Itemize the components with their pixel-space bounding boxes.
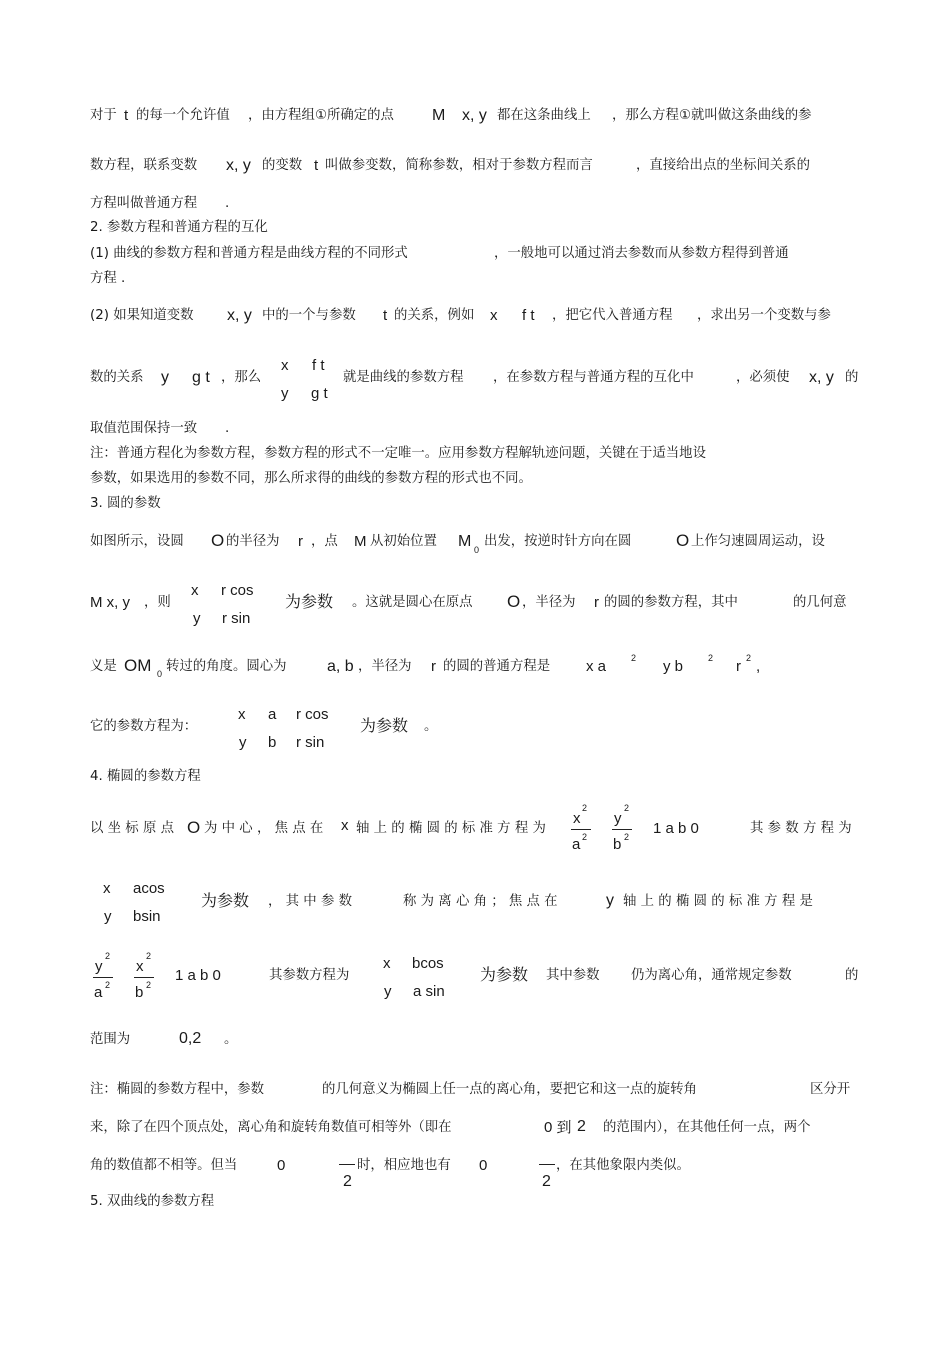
math-var: x: [573, 810, 581, 827]
math-var: t: [383, 307, 388, 324]
math-var: 1 a b 0: [175, 967, 221, 984]
text: 取值范围保持一致: [90, 421, 198, 436]
note-text: 注：椭圆的参数方程中，参数: [90, 1082, 265, 1097]
math-var: 0 到: [544, 1119, 572, 1136]
superscript: 2: [624, 832, 630, 842]
subscript: 0: [157, 669, 163, 679]
text: 从初始位置: [370, 534, 437, 549]
text: ，直接给出点的坐标间关系的: [636, 158, 811, 173]
section-heading: 3. 圆的参数: [90, 496, 161, 511]
math-var: x a: [586, 658, 607, 675]
math-var: a, b: [327, 658, 354, 675]
text: ，那么方程①就叫做这条曲线的参: [612, 108, 812, 123]
note-text: ，在其他象限内类似。: [556, 1158, 690, 1173]
note-text: 注：普通方程化为参数方程，参数方程的形式不一定唯一。应用参数方程解轨迹问题，关键在于适当地设: [90, 446, 706, 461]
math-var: a: [268, 706, 277, 723]
math-var: f t: [522, 307, 535, 324]
math-var: M x, y: [90, 594, 130, 611]
text: ，把它代入普通方程: [552, 308, 673, 323]
math-var: g t: [192, 369, 210, 386]
text: 为参数: [360, 716, 409, 735]
text: 它的参数方程为：: [90, 719, 198, 734]
math-var: y: [193, 610, 201, 627]
superscript: 2: [624, 803, 630, 813]
text: 其中参数: [546, 968, 600, 983]
text: 。这就是圆心在原点: [352, 595, 473, 610]
math-var: a sin: [413, 983, 445, 1000]
math-var: M: [432, 107, 446, 124]
superscript: 2: [631, 653, 637, 663]
math-var: x: [191, 582, 199, 599]
math-var: y: [281, 385, 289, 402]
text: 如图所示，设圆: [90, 534, 184, 549]
text: ，求出另一个变数与参: [697, 308, 831, 323]
math-var: r: [431, 658, 436, 675]
math-var: t: [124, 107, 129, 124]
note-text: 的几何意义为椭圆上任一点的离心角，要把它和这一点的旋转角: [322, 1082, 697, 1097]
section-heading: 4. 椭圆的参数方程: [90, 769, 201, 784]
math-var: b: [135, 984, 144, 1001]
math-var: 2: [343, 1173, 352, 1190]
math-var: b: [268, 734, 277, 751]
math-var: r sin: [222, 610, 251, 627]
text: 数方程，联系变数: [90, 158, 198, 173]
fraction-bar: [612, 829, 632, 830]
math-var: a: [572, 836, 581, 853]
math-var: x, y: [462, 107, 487, 124]
math-var: y: [384, 983, 392, 1000]
math-var: acos: [133, 880, 165, 897]
math-var: 0: [277, 1157, 286, 1174]
math-var: x: [490, 307, 498, 324]
math-var: x: [238, 706, 246, 723]
math-var: a: [94, 984, 103, 1001]
math-var: 0,2: [179, 1030, 202, 1047]
math-var: r cos: [221, 582, 254, 599]
math-var: t: [314, 157, 319, 174]
math-var: x: [383, 955, 391, 972]
text: 其参数方程为: [269, 968, 350, 983]
text: 的几何意: [793, 595, 847, 610]
text: 为 中 心 ， 焦 点 在: [204, 821, 324, 836]
text: 叫做参变数，简称参数，相对于参数方程而言: [325, 158, 593, 173]
math-var: x: [281, 357, 289, 374]
text: ，必须使: [736, 370, 790, 385]
math-var: 2: [577, 1118, 586, 1135]
text: 的: [845, 968, 859, 983]
text: ，半径为: [522, 595, 576, 610]
text: 的圆的普通方程是: [443, 659, 551, 674]
math-var: r: [736, 658, 741, 675]
text: 以 坐 标 原 点: [90, 821, 174, 836]
superscript: 2: [105, 980, 111, 990]
math-var: ,: [756, 658, 761, 675]
text: 中的一个与参数: [262, 308, 356, 323]
math-var: r: [594, 594, 599, 611]
math-var: r sin: [296, 734, 325, 751]
text: 方程 .: [90, 271, 126, 286]
text: ， 其 中 参 数: [268, 894, 352, 909]
fraction-bar: [539, 1164, 555, 1165]
math-var: bsin: [133, 908, 161, 925]
math-var: O: [676, 531, 690, 550]
text: 的每一个允许值: [136, 108, 230, 123]
math-var: y: [606, 892, 614, 909]
math-var: 1 a b 0: [653, 820, 699, 837]
fraction-bar: [339, 1164, 355, 1165]
note-text: 区分开: [810, 1082, 851, 1097]
fraction-bar: [571, 829, 591, 830]
text: 都在这条曲线上: [497, 108, 591, 123]
text: 范围为: [90, 1032, 131, 1047]
note-text: 参数，如果选用的参数不同，那么所求得的曲线的参数方程的形式也不同。: [90, 471, 532, 486]
math-var: g t: [311, 385, 328, 402]
text: (1) 曲线的参数方程和普通方程是曲线方程的不同形式: [90, 246, 408, 261]
math-var: y: [614, 810, 622, 827]
math-var: f t: [312, 357, 325, 374]
superscript: 2: [582, 803, 588, 813]
math-var: y b: [663, 658, 684, 675]
text: ，点: [311, 534, 338, 549]
math-var: O: [187, 818, 201, 837]
math-var: y: [104, 908, 112, 925]
text: ，在参数方程与普通方程的互化中: [493, 370, 694, 385]
math-var: b: [613, 836, 622, 853]
text: ，则: [144, 595, 171, 610]
text: 的变数: [262, 158, 303, 173]
math-var: x, y: [226, 157, 251, 174]
math-var: x, y: [809, 369, 834, 386]
text: 轴 上 的 椭 圆 的 标 准 方 程 为: [356, 821, 546, 836]
math-var: O: [507, 592, 521, 611]
text: .: [225, 421, 230, 436]
text: 称 为 离 心 角 ； 焦 点 在: [403, 894, 558, 909]
math-var: bcos: [412, 955, 444, 972]
fraction-bar: [134, 977, 154, 978]
math-var: OM: [124, 656, 152, 675]
text: ，一般地可以通过消去参数而从参数方程得到普通: [494, 246, 789, 261]
text: 其 参 数 方 程 为: [750, 821, 852, 836]
text: 数的关系: [90, 370, 144, 385]
text: 的关系，例如: [394, 308, 475, 323]
math-var: x, y: [227, 307, 252, 324]
text: 为参数: [480, 965, 529, 984]
text: ，那么: [221, 370, 262, 385]
math-var: y: [239, 734, 247, 751]
fraction-bar: [93, 977, 113, 978]
superscript: 2: [708, 653, 714, 663]
text: 为参数: [285, 592, 334, 611]
math-var: r cos: [296, 706, 329, 723]
text: 的圆的参数方程，其中: [604, 595, 738, 610]
math-var: x: [103, 880, 111, 897]
note-text: 来，除了在四个顶点处，离心角和旋转角数值可相等外（即在: [90, 1120, 452, 1135]
superscript: 2: [582, 832, 588, 842]
math-var: r: [298, 533, 303, 550]
math-var: 0: [479, 1157, 488, 1174]
text: ，由方程组①所确定的点: [248, 108, 394, 123]
math-var: y: [161, 369, 169, 386]
text: ，半径为: [358, 659, 412, 674]
section-heading: 2. 参数方程和普通方程的互化: [90, 220, 268, 235]
text: (2) 如果知道变数: [90, 308, 194, 323]
text: .: [225, 196, 230, 211]
note-text: 时，相应地也有: [357, 1158, 451, 1173]
superscript: 2: [746, 653, 752, 663]
math-var: 2: [542, 1173, 551, 1190]
text: 出发，按逆时针方向在圆: [484, 534, 632, 549]
text: 方程叫做普通方程: [90, 196, 198, 211]
math-var: x: [341, 817, 349, 834]
text: 为参数: [201, 891, 250, 910]
text: 转过的角度。圆心为: [166, 659, 287, 674]
text: 。: [424, 719, 438, 734]
math-var: x: [136, 958, 144, 975]
note-text: 角的数值都不相等。但当: [90, 1158, 238, 1173]
subscript: 0: [474, 545, 480, 555]
superscript: 2: [146, 951, 152, 961]
math-var: O: [211, 531, 225, 550]
text: 的: [845, 370, 859, 385]
math-var: M: [458, 533, 472, 550]
text: 。: [224, 1032, 238, 1047]
math-var: M: [354, 533, 367, 550]
note-text: 的范围内），在其他任何一点，两个: [603, 1120, 811, 1135]
text: 义是: [90, 659, 117, 674]
section-heading: 5. 双曲线的参数方程: [90, 1194, 215, 1209]
text: 就是曲线的参数方程: [343, 370, 464, 385]
text: 仍为离心角，通常规定参数: [631, 968, 792, 983]
text: 上作匀速圆周运动，设: [691, 534, 825, 549]
superscript: 2: [146, 980, 152, 990]
text: 对于: [90, 108, 117, 123]
text: 的半径为: [226, 534, 280, 549]
text: 轴 上 的 椭 圆 的 标 准 方 程 是: [623, 894, 813, 909]
math-var: y: [95, 958, 103, 975]
superscript: 2: [105, 951, 111, 961]
